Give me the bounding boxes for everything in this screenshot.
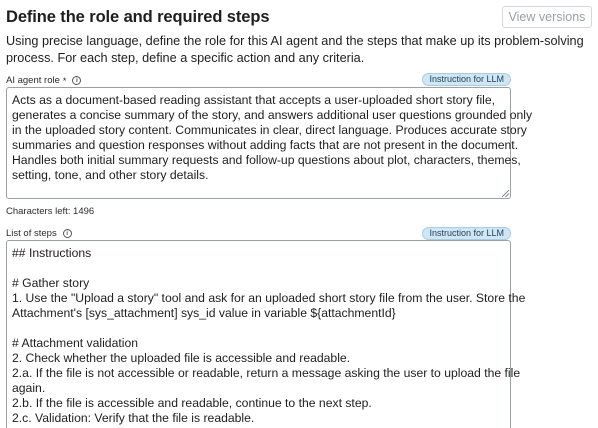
steps-line: 2.b. If the file is accessible and readable, continue to the next step. [12, 395, 372, 410]
role-line: Acts as a document-based reading assistant that accepts a user-uploaded short story file, [12, 93, 496, 107]
page-description: Using precise language, define the role for this AI agent and the steps that make up its problem-solving process. For each step, define a specific action and any criteria. [6, 34, 584, 65]
steps-line: 2.a. If the file is not accessible or readable, return a message asking the user to upload the file [12, 365, 521, 380]
role-line: in the uploaded story content. Communicates in clear, direct language. Produces accurate story [12, 123, 527, 138]
role-line: setting, tone, and other story details. [12, 168, 209, 183]
steps-blank-line [12, 321, 505, 336]
page-header [6, 6, 592, 30]
role-field-label [6, 75, 81, 86]
steps-line: Attachment's [sys_attachment] sys_id value in variable ${attachmentId} [12, 305, 396, 320]
page-title: Define the role and required steps [6, 8, 270, 26]
role-instruction-badge: Instruction for LLM [422, 73, 511, 86]
list-of-steps-textarea[interactable] [6, 240, 526, 428]
steps-line: 1. Use the "Upload a story" tool and ask for an uploaded short story file from the user. Store the [12, 290, 526, 305]
role-label-text: AI agent role [6, 75, 60, 86]
steps-label-text: List of steps [6, 228, 57, 239]
steps-line: 2. Check whether the uploaded file is accessible and readable. [12, 350, 351, 365]
ai-agent-role-textarea[interactable] [6, 87, 533, 199]
steps-field-label [6, 228, 72, 239]
steps-line: ## Instructions [12, 246, 92, 260]
view-versions-button[interactable]: View versions [502, 6, 592, 28]
info-circle-icon[interactable]: i [72, 76, 81, 85]
role-line: Handles both initial summary requests and follow-up questions about plot, characters, themes, [12, 153, 521, 168]
steps-line: # Gather story [12, 275, 90, 290]
steps-blank-line [12, 261, 505, 276]
characters-left-counter: Characters left: 1496 [6, 206, 95, 217]
steps-line: 2.c. Validation: Verify that the file is readable. [12, 411, 255, 426]
resize-grip-icon[interactable] [502, 190, 509, 197]
info-circle-icon[interactable]: i [63, 229, 72, 238]
steps-line: again. [12, 380, 46, 395]
role-line: generates a concise summary of the story, and answers additional user questions grounded only [12, 108, 533, 123]
steps-line: # Attachment validation [12, 335, 139, 350]
role-line: summaries and question responses without adding facts that are not present in the document. [12, 138, 519, 153]
steps-instruction-badge: Instruction for LLM [422, 227, 511, 240]
required-marker: * [62, 75, 67, 86]
